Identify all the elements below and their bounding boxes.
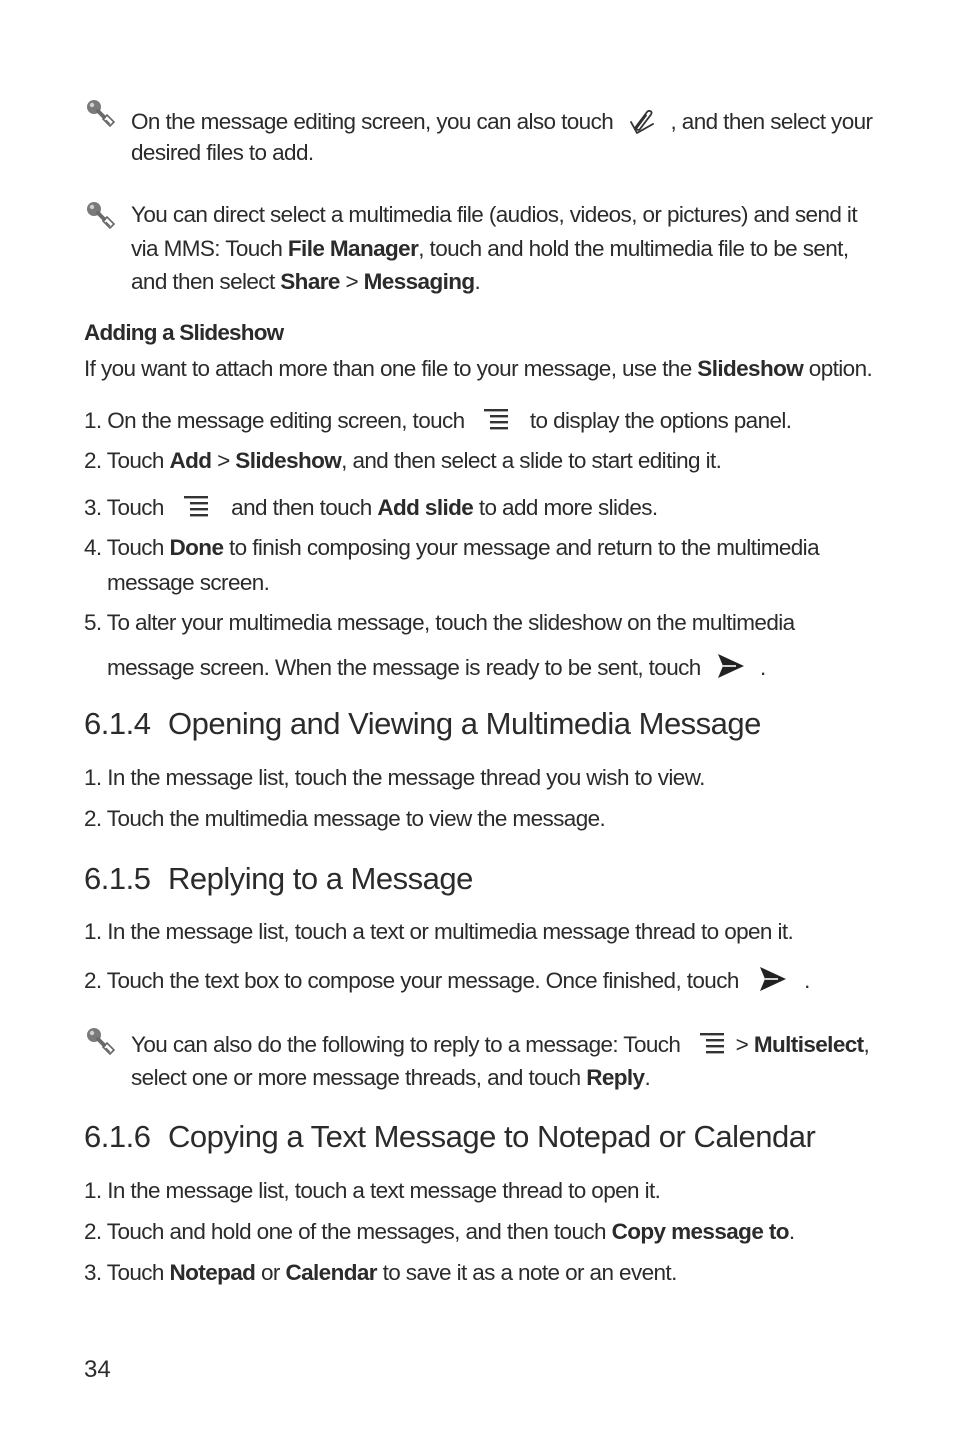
menu-icon <box>182 493 210 519</box>
section-6-1-5-heading: 6.1.5 Replying to a Message <box>84 861 473 896</box>
done-label: Done <box>169 535 224 560</box>
section-6-1-5-note-line1: You can also do the following to reply to a message: Touch > Multiselect, <box>131 1031 870 1057</box>
note2-line2: via MMS: Touch File Manager, touch and hold the multimedia file to be sent, <box>131 236 849 261</box>
note-icon <box>84 98 118 130</box>
notepad-label: Notepad <box>169 1260 256 1285</box>
section-6-1-5-step-2: 2. Touch the text box to compose your message. Once finished, touch . <box>84 967 810 997</box>
section-6-1-6-heading: 6.1.6 Copying a Text Message to Notepad or Calendar <box>84 1119 816 1154</box>
section-6-1-6-step-3: 3. Touch Notepad or Calendar to save it as a note or an event. <box>84 1260 677 1285</box>
messaging-label: Messaging <box>363 269 475 294</box>
slideshow-intro: If you want to attach more than one file to your message, use the Slideshow option. <box>84 356 873 381</box>
slideshow-step-5: 5. To alter your multimedia message, touch the slideshow on the multimedia <box>84 610 795 635</box>
add-label: Add <box>169 448 212 473</box>
section-6-1-6-step-1: 1. In the message list, touch a text message thread to open it. <box>84 1178 661 1203</box>
share-label: Share <box>280 269 340 294</box>
add-slide-label: Add slide <box>377 494 474 520</box>
note-icon <box>84 1026 118 1058</box>
slideshow-label: Slideshow <box>697 356 804 381</box>
note1-line1: On the message editing screen, you can also touch , and then select your <box>131 108 872 138</box>
note1-line2: desired files to add. <box>131 140 314 165</box>
section-6-1-5-note-line2: select one or more message threads, and touch Reply. <box>131 1065 651 1090</box>
slideshow-step-4-cont: message screen. <box>107 570 270 595</box>
slideshow-step-3: 3. Touch and then touch Add slide to add more slides. <box>84 494 658 520</box>
multiselect-label: Multiselect <box>753 1031 864 1057</box>
slideshow-step-2: 2. Touch Add > Slideshow, and then select a slide to start editing it. <box>84 448 722 473</box>
section-6-1-4-step-2: 2. Touch the multimedia message to view the message. <box>84 806 606 831</box>
send-icon <box>758 964 788 994</box>
note2-line1: You can direct select a multimedia file (audios, videos, or pictures) and send it <box>131 202 857 227</box>
send-icon <box>716 651 746 681</box>
section-6-1-5-step-1: 1. In the message list, touch a text or multimedia message thread to open it. <box>84 919 794 944</box>
section-6-1-4-step-1: 1. In the message list, touch the message thread you wish to view. <box>84 765 705 790</box>
file-manager-label: File Manager <box>287 236 419 261</box>
note2-line3: and then select Share > Messaging. <box>131 269 481 294</box>
slideshow-heading: Adding a Slideshow <box>84 320 284 345</box>
calendar-label: Calendar <box>285 1260 377 1285</box>
slideshow-step-1: 1. On the message editing screen, touch to display the options panel. <box>84 407 792 433</box>
section-6-1-4-heading: 6.1.4 Opening and Viewing a Multimedia Message <box>84 706 761 741</box>
copy-message-to-label: Copy message to <box>611 1219 789 1244</box>
menu-icon <box>482 406 510 432</box>
page-number: 34 <box>84 1356 111 1383</box>
menu-icon <box>698 1030 726 1056</box>
note-icon <box>84 200 118 232</box>
paperclip-icon <box>627 106 657 136</box>
slideshow-step-4: 4. Touch Done to finish composing your message and return to the multimedia <box>84 535 819 560</box>
reply-label: Reply <box>586 1065 645 1090</box>
section-6-1-6-step-2: 2. Touch and hold one of the messages, and then touch Copy message to. <box>84 1219 795 1244</box>
slideshow-step-5-cont: message screen. When the message is ready to be sent, touch . <box>107 654 766 684</box>
slideshow-option-label: Slideshow <box>235 448 342 473</box>
